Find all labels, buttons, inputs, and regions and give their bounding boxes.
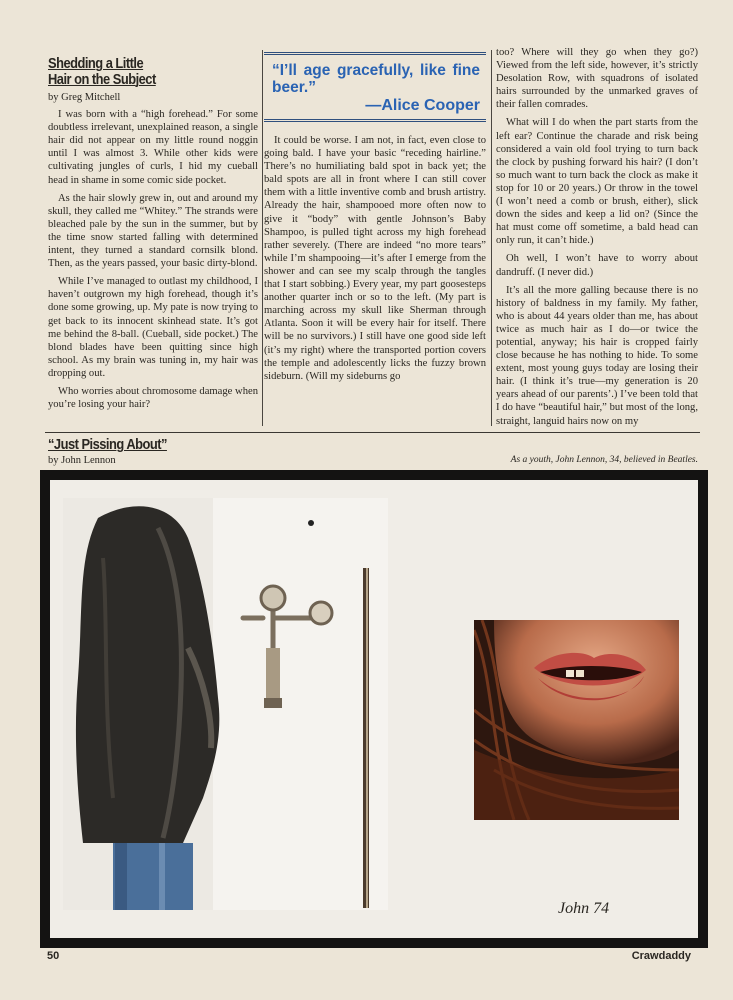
paragraph: As the hair slowly grew in, out and around my skull, they called me “Whitey.” The strands were bleached pale by the sun in the summer, but by the time snow started falling with determined intent, they turned a standard cornsilk blond. Then, as the years passed, your basic dirty-blond. xyxy=(48,192,258,270)
column-divider xyxy=(262,50,263,426)
pull-quote-attribution: —Alice Cooper xyxy=(365,97,480,114)
paragraph: Who worries about chromosome damage when you’re losing your hair? xyxy=(48,385,258,411)
polaroid-figure-urinal xyxy=(63,498,388,910)
paragraph: I was born with a “high forehead.” For some doubtless irrelevant, unexplained reason, a single hair did not appear on my little round noggin until I was almost 3. While other kids were cultivating jungles of curls, I hid my cueball head in shame in some comic side pocket. xyxy=(48,109,258,186)
magazine-name: Crawdaddy xyxy=(631,950,691,962)
column-divider xyxy=(491,50,492,426)
paragraph: While I’ve managed to outlast my childhood, I haven’t outgrown my high forehead, though it’s done some growing, up. My pate is now trying to get back to its innocent skinhead state. It’s got me behind the 8-ball. (Cueball, side pocket.) The blond blades have been quitting since high school. As my brain was tuning in, my hair was dropping out. xyxy=(48,276,258,379)
article1-byline: by Greg Mitchell xyxy=(48,92,121,103)
article1-column-2 xyxy=(264,46,486,388)
paragraph: too? Where will they go when they go?) Viewed from the left side, however, it’s strictly Desolation Row, with squadrons of isolated hairs surrounded by the unmarked graves of their fallen comrades. xyxy=(496,47,698,111)
paragraph: It could be worse. I am not, in fact, even close to going bald. I have your basic “receding hairline.” There’s no humiliating bald spot in back yet; the bald spots are all in front where I can still cover them with a little inventive comb and brush artistry. Already the hair, shampooed more often now to give it “body” with gentle Johnson’s Baby Shampoo, is pulled tight across my high forehead rather severely. (There are indeed “no more tears” while I’m shampooing—it’s after I emerge from the shower and can see my scalp through the tangles that I start sobbing.) Every year, my part goosesteps another quarter inch or so to the left. (My part is marching across my skull like Sherman through Atlanta. Soon it will be every hair for itself. There will be no survivors.) I still have one good side left (it’s my right) where the transported portion covers the temple and adolescently licks the fuzzy brown sideburn. (Will my sideburns go xyxy=(264,135,486,382)
section-divider xyxy=(45,432,700,433)
article2-headline: “Just Pissing About” xyxy=(48,436,167,453)
polaroid-mouth-illustration xyxy=(474,620,679,820)
pull-quote xyxy=(264,52,486,122)
polaroid-figure-illustration xyxy=(63,498,388,910)
headline-line-2: Hair on the Subject xyxy=(48,71,156,88)
paragraph: Oh well, I won’t have to worry about dandruff. (I never did.) xyxy=(496,253,698,278)
article1-column-3 xyxy=(496,46,698,433)
artwork-board xyxy=(50,480,698,938)
article2-byline: by John Lennon xyxy=(48,455,116,466)
artwork-photo xyxy=(40,470,708,948)
pull-quote-text: “I’ll age gracefully, like fine beer.” xyxy=(272,62,480,96)
polaroid-mouth-closeup xyxy=(474,620,679,820)
article1-column-1 xyxy=(48,46,258,416)
paragraph: It’s all the more galling because there is no history of baldness in my family. My father, who is about 44 years older than me, has about twice as much hair as I do—or twice the potential, anyway; his hair is cropped fairly close because he has nothing to hide. To some extent, most young guys today are losing their hair. (I think it’s true—my generation is 20 years ahead of our parents’.) I’ve been told that I do have “beautiful hair,” but most of the long, straight, languid hairs now on my xyxy=(496,284,698,427)
article1-headline xyxy=(48,56,229,88)
paragraph: What will I do when the part starts from the left ear? Continue the charade and risk being considered a vain old fool trying to turn back the clock by pushing forward his hair? (I don’t so much want to turn back the clock as make it stop for 10 or 20 years.) Or throw in the towel (I won’t need a comb or brush, either), slick down the sides and keep a lid on? (Since the hat must come off sometime, a bald head can only run, it can’t hide.) xyxy=(496,117,698,247)
photo-caption: As a youth, John Lennon, 34, believed in Beatles. xyxy=(510,455,698,465)
artist-signature: John 74 xyxy=(558,900,610,917)
page-number: 50 xyxy=(47,950,60,962)
headline-line-1: Shedding a Little xyxy=(48,55,144,72)
